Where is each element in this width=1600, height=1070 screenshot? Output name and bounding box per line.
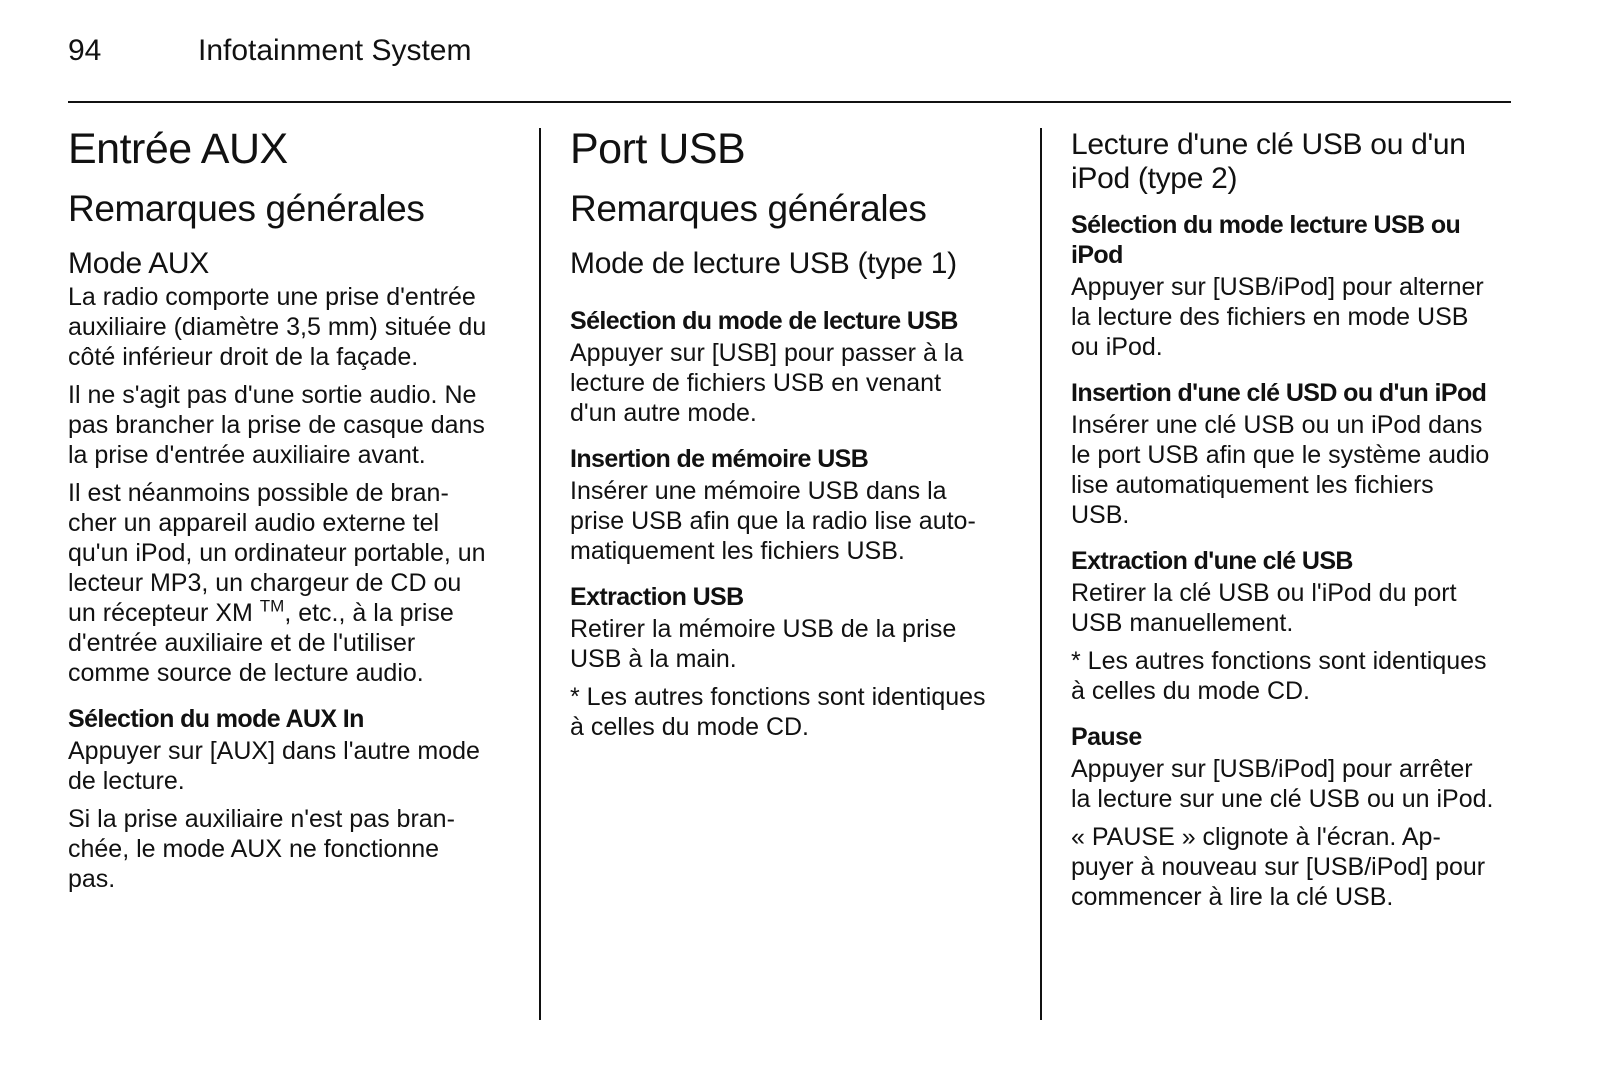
trademark-superscript: TM xyxy=(259,596,285,616)
running-title: Infotainment System xyxy=(198,34,472,67)
paragraph: La radio comporte une prise d'entrée auxiliaire (diamètre 3,5 mm) située du côté inférieur droit de la façade. xyxy=(68,283,487,371)
paragraph: Appuyer sur [AUX] dans l'autre mode de lecture. xyxy=(68,737,480,795)
paragraph: « PAUSE » clignote à l'écran. Ap- puyer à nouveau sur [USB/iPod] pour commencer à lire la clé USB. xyxy=(1071,823,1486,911)
column-usb-ipod xyxy=(1071,128,1521,920)
column-divider-left xyxy=(539,128,541,1020)
subheading-pause: Pause xyxy=(1071,723,1142,751)
subheading-select-mode: Sélection du mode lecture USB ou iPod xyxy=(1071,211,1461,269)
column-usb xyxy=(570,122,1020,750)
section-title-usb: Port USB xyxy=(570,125,746,173)
subtitle-general-remarks: Remarques générales xyxy=(68,188,425,229)
paragraph: Retirer la clé USB ou l'iPod du port USB manuellement. xyxy=(1071,579,1457,637)
page-number: 94 xyxy=(68,34,102,67)
column-aux xyxy=(68,122,518,902)
paragraph: Si la prise auxiliaire n'est pas bran- chée, le mode AUX ne fonctionne pas. xyxy=(68,805,455,893)
paragraph: Appuyer sur [USB/iPod] pour arrêter la lecture sur une clé USB ou un iPod. xyxy=(1071,755,1494,813)
heading-mode-aux: Mode AUX xyxy=(68,247,210,280)
heading-usb-ipod-type2: Lecture d'une clé USB ou d'un iPod (type 2) xyxy=(1071,128,1466,195)
subheading-insert-key: Insertion d'une clé USD ou d'un iPod xyxy=(1071,379,1487,407)
paragraph: Retirer la mémoire USB de la prise USB à la main. xyxy=(570,615,957,673)
paragraph: Insérer une clé USB ou un iPod dans le port USB afin que le système audio lise automatiquement les fichiers USB. xyxy=(1071,411,1490,529)
paragraph: Insérer une mémoire USB dans la prise USB afin que la radio lise auto- matiquement les fichiers USB. xyxy=(570,477,976,565)
subheading-aux-in: Sélection du mode AUX In xyxy=(68,705,364,733)
paragraph: Il ne s'agit pas d'une sortie audio. Ne pas brancher la prise de casque dans la prise d'entrée auxiliaire avant. xyxy=(68,381,485,469)
header-rule xyxy=(68,101,1511,103)
subheading-extract-usb: Extraction USB xyxy=(570,583,744,611)
footnote: * Les autres fonctions sont identiques à celles du mode CD. xyxy=(1071,647,1487,705)
paragraph-external-devices xyxy=(68,478,518,688)
subheading-extract-key: Extraction d'une clé USB xyxy=(1071,547,1353,575)
column-divider-right xyxy=(1040,128,1042,1020)
paragraph: Appuyer sur [USB] pour passer à la lecture de fichiers USB en venant d'un autre mode. xyxy=(570,339,964,427)
paragraph: Appuyer sur [USB/iPod] pour alterner la lecture des fichiers en mode USB ou iPod. xyxy=(1071,273,1484,361)
heading-usb-type1: Mode de lecture USB (type 1) xyxy=(570,247,957,280)
footnote: * Les autres fonctions sont identiques à celles du mode CD. xyxy=(570,683,986,741)
section-title-aux: Entrée AUX xyxy=(68,125,288,173)
subheading-select-usb: Sélection du mode de lecture USB xyxy=(570,307,958,335)
paragraph-text: Il est néanmoins possible de bran- cher un appareil audio externe tel qu'un iPod, un ordinateur portable, un lecteur MP3, un chargeur de CD ou un récepteur XM xyxy=(68,479,486,627)
subheading-insert-usb: Insertion de mémoire USB xyxy=(570,445,869,473)
paragraph-text: , etc., à la prise d'entrée auxiliaire et de l'utiliser comme source de lecture audio. xyxy=(68,599,454,687)
subtitle-general-remarks: Remarques générales xyxy=(570,188,927,229)
